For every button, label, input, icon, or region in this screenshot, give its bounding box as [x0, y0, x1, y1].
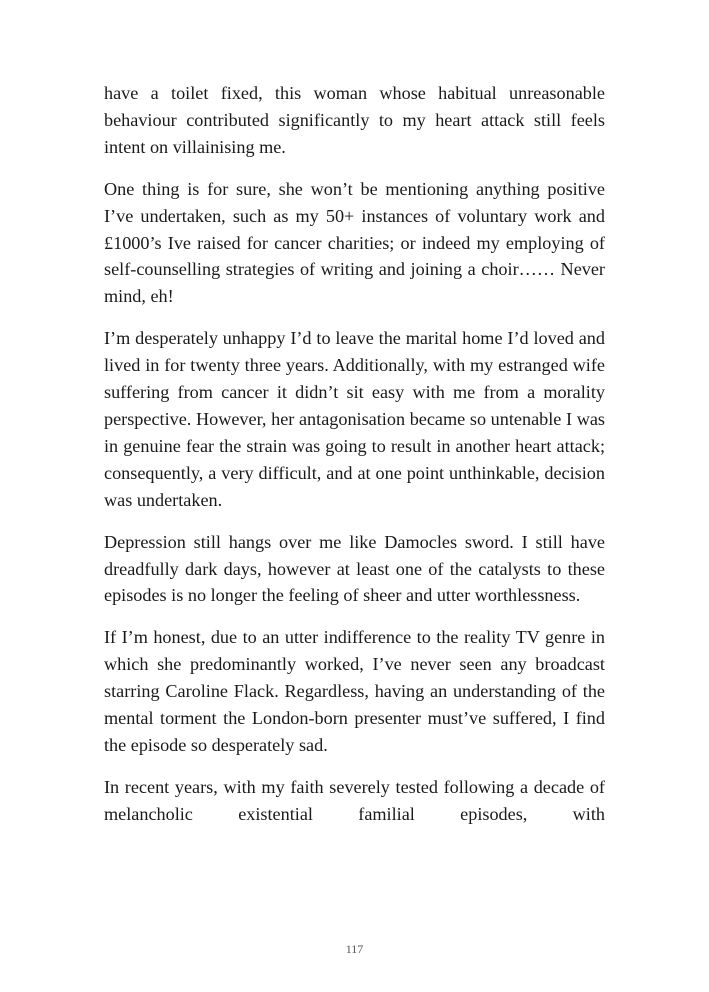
paragraph: I’m desperately unhappy I’d to leave the marital home I’d loved and lived in for twenty three years. Additionally, with my estranged wife suffering from cancer it didn’t sit easy with me from a morality perspective. However, her antagonisation became so untenable I was in genuine fear the strain was going to result in another heart attack; consequently, a very difficult, and at one point unthinkable, decision was undertaken.	[104, 328, 605, 510]
page-number: 117	[345, 942, 364, 956]
paragraph: Depression still hangs over me like Damocles sword. I still have dreadfully dark days, however at least one of the catalysts to these episodes is no longer the feeling of sheer and utter worthlessness.	[104, 531, 605, 606]
paragraph: If I’m honest, due to an utter indifference to the reality TV genre in which she predominantly worked, I’ve never seen any broadcast starring Caroline Flack. Regardless, having an understanding of the mental torment the London-born presenter must’ve suffered, I find the episode so desperately sad.	[104, 627, 605, 755]
paragraph: In recent years, with my faith severely tested following a decade of melancholic existential familial episodes, with	[104, 776, 605, 824]
page-body	[104, 80, 605, 843]
paragraph: One thing is for sure, she won’t be mentioning anything positive I’ve undertaken, such as my 50+ instances of voluntary work and £1000’s Ive raised for cancer charities; or indeed my employing of self-counselling strategies of writing and joining a choir…… Never mind, eh!	[104, 178, 605, 307]
paragraph: have a toilet fixed, this woman whose habitual unreasonable behaviour contributed significantly to my heart attack still feels intent on villainising me.	[104, 83, 605, 157]
